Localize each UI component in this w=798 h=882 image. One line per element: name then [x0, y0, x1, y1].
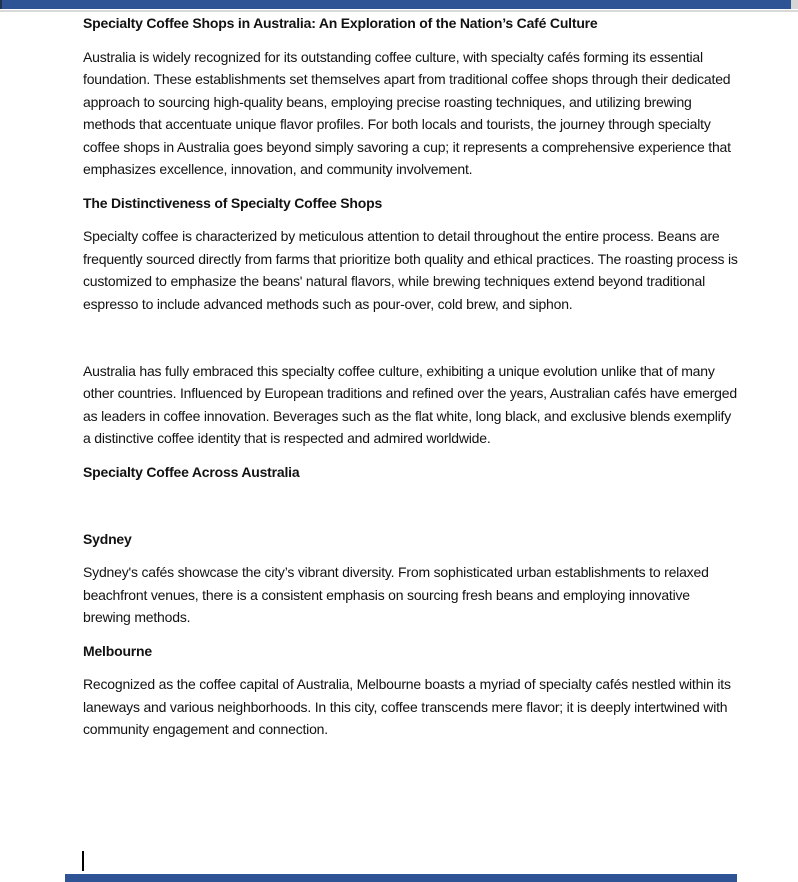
paragraph-sydney[interactable]: Sydney's cafés showcase the city’s vibrant diversity. From sophisticated urban establishments to relaxed beachfront venues, there is a consistent emphasis on sourcing fresh beans and employing innovative brewing methods. — [83, 564, 709, 625]
top-app-chrome-right-segment — [791, 0, 798, 9]
paragraph-embraced[interactable]: Australia has fully embraced this specialty coffee culture, exhibiting a unique evolution unlike that of many other countries. Influenced by European traditions and refined over the years, Australian cafés have emerged as leaders in coffee innovation. Beverages such as the flat white, long black, and exclusive blends exemplify a distinctive coffee identity that is respected and admired worldwide. — [83, 362, 737, 446]
text-cursor-caret — [82, 851, 84, 871]
heading-distinctiveness[interactable]: The Distinctiveness of Specialty Coffee Shops — [83, 194, 383, 211]
document-text-area[interactable] — [83, 12, 738, 752]
paragraph-distinctiveness[interactable]: Specialty coffee is characterized by meticulous attention to detail throughout the entire process. Beans are frequently sourced directly from farms that prioritize both quality and ethical practices. The roasting process is customized to emphasize the beans' natural flavors, while brewing techniques extend beyond traditional espresso to include advanced methods such as pour-over, cold brew, and siphon. — [83, 228, 738, 312]
top-app-chrome-bar — [0, 0, 791, 9]
heading-across-australia[interactable]: Specialty Coffee Across Australia — [83, 463, 300, 480]
paragraph-intro[interactable]: Australia is widely recognized for its outstanding coffee culture, with specialty cafés forming its essential foundation. These establishments set themselves apart from traditional coffee shops through their dedicated approach to sourcing high-quality beans, employing precise roasting techniques, and utilizing brewing methods that accentuate unique flavor profiles. For both locals and tourists, the journey through specialty coffee shops in Australia goes beyond simply savoring a cup; it represents a comprehensive experience that emphasizes excellence, innovation, and community involvement. — [83, 48, 731, 177]
empty-paragraph[interactable] — [83, 494, 738, 517]
paragraph-melbourne[interactable]: Recognized as the coffee capital of Australia, Melbourne boasts a myriad of specialty cafés nestled within its laneways and various neighborhoods. In this city, coffee transcends mere flavor; it is deeply intertwined with community engagement and connection. — [83, 676, 731, 737]
bottom-app-chrome-bar — [65, 874, 737, 882]
heading-melbourne[interactable]: Melbourne — [83, 642, 152, 659]
heading-sydney[interactable]: Sydney — [83, 530, 132, 547]
empty-paragraph[interactable] — [83, 326, 738, 349]
top-app-chrome-left-edge — [0, 0, 2, 9]
document-title[interactable]: Specialty Coffee Shops in Australia: An Exploration of the Nation’s Café Culture — [83, 15, 598, 31]
